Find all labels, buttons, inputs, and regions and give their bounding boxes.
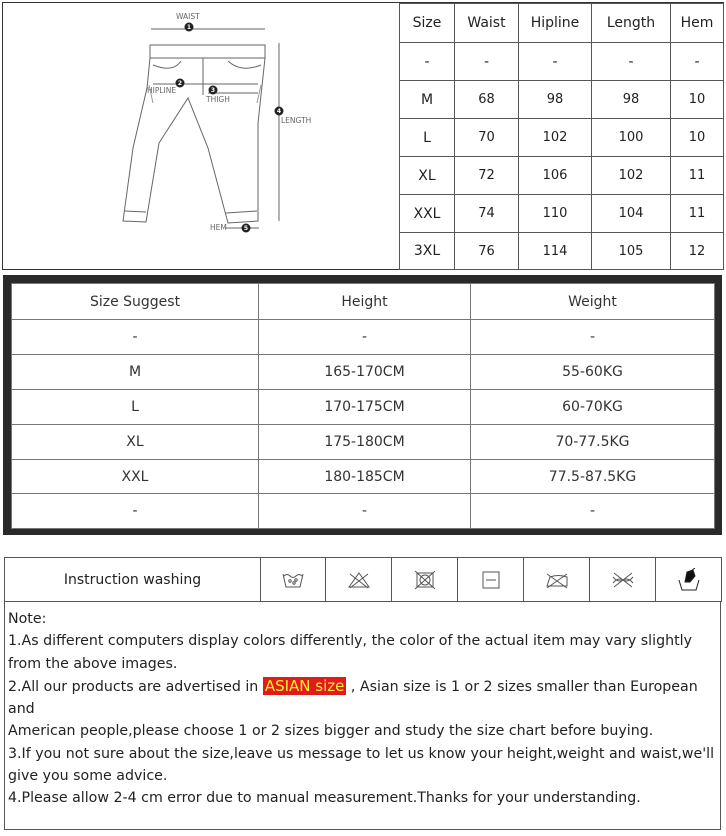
do-not-wring-icon: [656, 558, 722, 602]
table-cell: XXL: [400, 195, 455, 233]
table-cell: 106: [519, 157, 592, 195]
header-cell: Height: [259, 284, 471, 320]
table-cell: M: [400, 81, 455, 119]
table-cell: -: [12, 494, 259, 529]
do-not-dry-clean-icon: [590, 558, 656, 602]
header-cell: Size: [400, 4, 455, 43]
table-cell: 10: [671, 119, 724, 157]
table-row: [400, 43, 724, 81]
table-cell: -: [592, 43, 671, 81]
table-row: [12, 390, 715, 425]
marker-1: 1: [186, 24, 192, 32]
instruction-washing-label: Instruction washing: [5, 558, 261, 602]
table-cell: 98: [592, 81, 671, 119]
note-2-continued: American people,please choose 1 or 2 sizes bigger and study the size chart before buying.: [8, 723, 654, 740]
note-4: 4.Please allow 2-4 cm error due to manual measurement.Thanks for your understanding.: [8, 790, 641, 807]
table-cell: XXL: [12, 460, 259, 494]
table-cell: -: [671, 43, 724, 81]
table-row: [400, 119, 724, 157]
thigh-label: THIGH: [206, 95, 230, 104]
header-cell: Hipline: [519, 4, 592, 43]
table-cell: 60-70KG: [471, 390, 715, 425]
table-cell: 110: [519, 195, 592, 233]
hem-label: HEM: [210, 223, 227, 232]
table-row: [12, 355, 715, 390]
marker-4: 4: [276, 108, 282, 116]
table-row: [12, 425, 715, 460]
table-row: [400, 157, 724, 195]
table-cell: 70-77.5KG: [471, 425, 715, 460]
table-row: [12, 494, 715, 529]
table-row: [400, 81, 724, 119]
dry-flat-icon: [458, 558, 524, 602]
header-cell: Waist: [455, 4, 519, 43]
table-cell: 10: [671, 81, 724, 119]
table-cell: L: [12, 390, 259, 425]
do-not-tumble-dry-icon: [392, 558, 458, 602]
header-cell: Weight: [471, 284, 715, 320]
table-cell: 55-60KG: [471, 355, 715, 390]
marker-5: 5: [243, 225, 249, 233]
table-cell: XL: [400, 157, 455, 195]
table-cell: 3XL: [400, 233, 455, 270]
table-cell: -: [400, 43, 455, 81]
note-2-text: 2.All our products are advertised in: [8, 678, 263, 695]
table-cell: 105: [592, 233, 671, 270]
table-row: [400, 195, 724, 233]
note-2: [8, 675, 716, 721]
length-label: LENGTH: [281, 116, 312, 125]
table-cell: 98: [519, 81, 592, 119]
marker-3: 3: [210, 87, 216, 95]
washing-instructions-row: [4, 557, 722, 602]
note-2-text: , Asian size is 1 or 2 sizes smaller than European and: [8, 678, 698, 718]
notes-panel: [4, 602, 721, 830]
table-cell: 70: [455, 119, 519, 157]
hipline-label: HIPLINE: [147, 86, 177, 95]
table-row: [12, 320, 715, 355]
table-cell: 100: [592, 119, 671, 157]
table-cell: 74: [455, 195, 519, 233]
size-table-header: [400, 4, 724, 43]
size-suggest-table: [11, 283, 715, 529]
table-cell: -: [519, 43, 592, 81]
table-cell: 170-175CM: [259, 390, 471, 425]
table-cell: L: [400, 119, 455, 157]
table-cell: 165-170CM: [259, 355, 471, 390]
table-cell: XL: [12, 425, 259, 460]
table-cell: -: [12, 320, 259, 355]
table-cell: -: [471, 320, 715, 355]
waist-label: WAIST: [176, 12, 200, 21]
table-cell: 72: [455, 157, 519, 195]
table-cell: 114: [519, 233, 592, 270]
table-cell: 104: [592, 195, 671, 233]
note-3: 3.If you not sure about the size,leave us message to let us know your height,weight and waist,we'll give you some advice.: [8, 745, 715, 785]
table-cell: 102: [592, 157, 671, 195]
table-cell: -: [455, 43, 519, 81]
table-cell: 12: [671, 233, 724, 270]
pants-measurement-diagram: [3, 3, 399, 269]
table-cell: 102: [519, 119, 592, 157]
note-1: 1.As different computers display colors differently, the color of the actual item may vary slightly from the above images.: [8, 633, 692, 672]
size-table: [399, 3, 724, 270]
table-row: [400, 233, 724, 270]
header-cell: Hem: [671, 4, 724, 43]
table-cell: 175-180CM: [259, 425, 471, 460]
table-cell: 11: [671, 157, 724, 195]
table-cell: -: [259, 320, 471, 355]
marker-2: 2: [177, 80, 183, 88]
header-cell: Length: [592, 4, 671, 43]
table-cell: -: [259, 494, 471, 529]
suggest-table-header: [12, 284, 715, 320]
table-cell: 11: [671, 195, 724, 233]
table-cell: 68: [455, 81, 519, 119]
table-cell: M: [12, 355, 259, 390]
header-cell: Size Suggest: [12, 284, 259, 320]
table-cell: -: [471, 494, 715, 529]
asian-size-highlight: ASIAN size: [264, 676, 345, 695]
note-title: Note:: [8, 611, 47, 627]
table-cell: 180-185CM: [259, 460, 471, 494]
table-row: [12, 460, 715, 494]
iron-low-icon: [524, 558, 590, 602]
hand-wash-icon: [261, 558, 326, 602]
table-cell: 77.5-87.5KG: [471, 460, 715, 494]
table-cell: 76: [455, 233, 519, 270]
do-not-bleach-icon: [326, 558, 392, 602]
